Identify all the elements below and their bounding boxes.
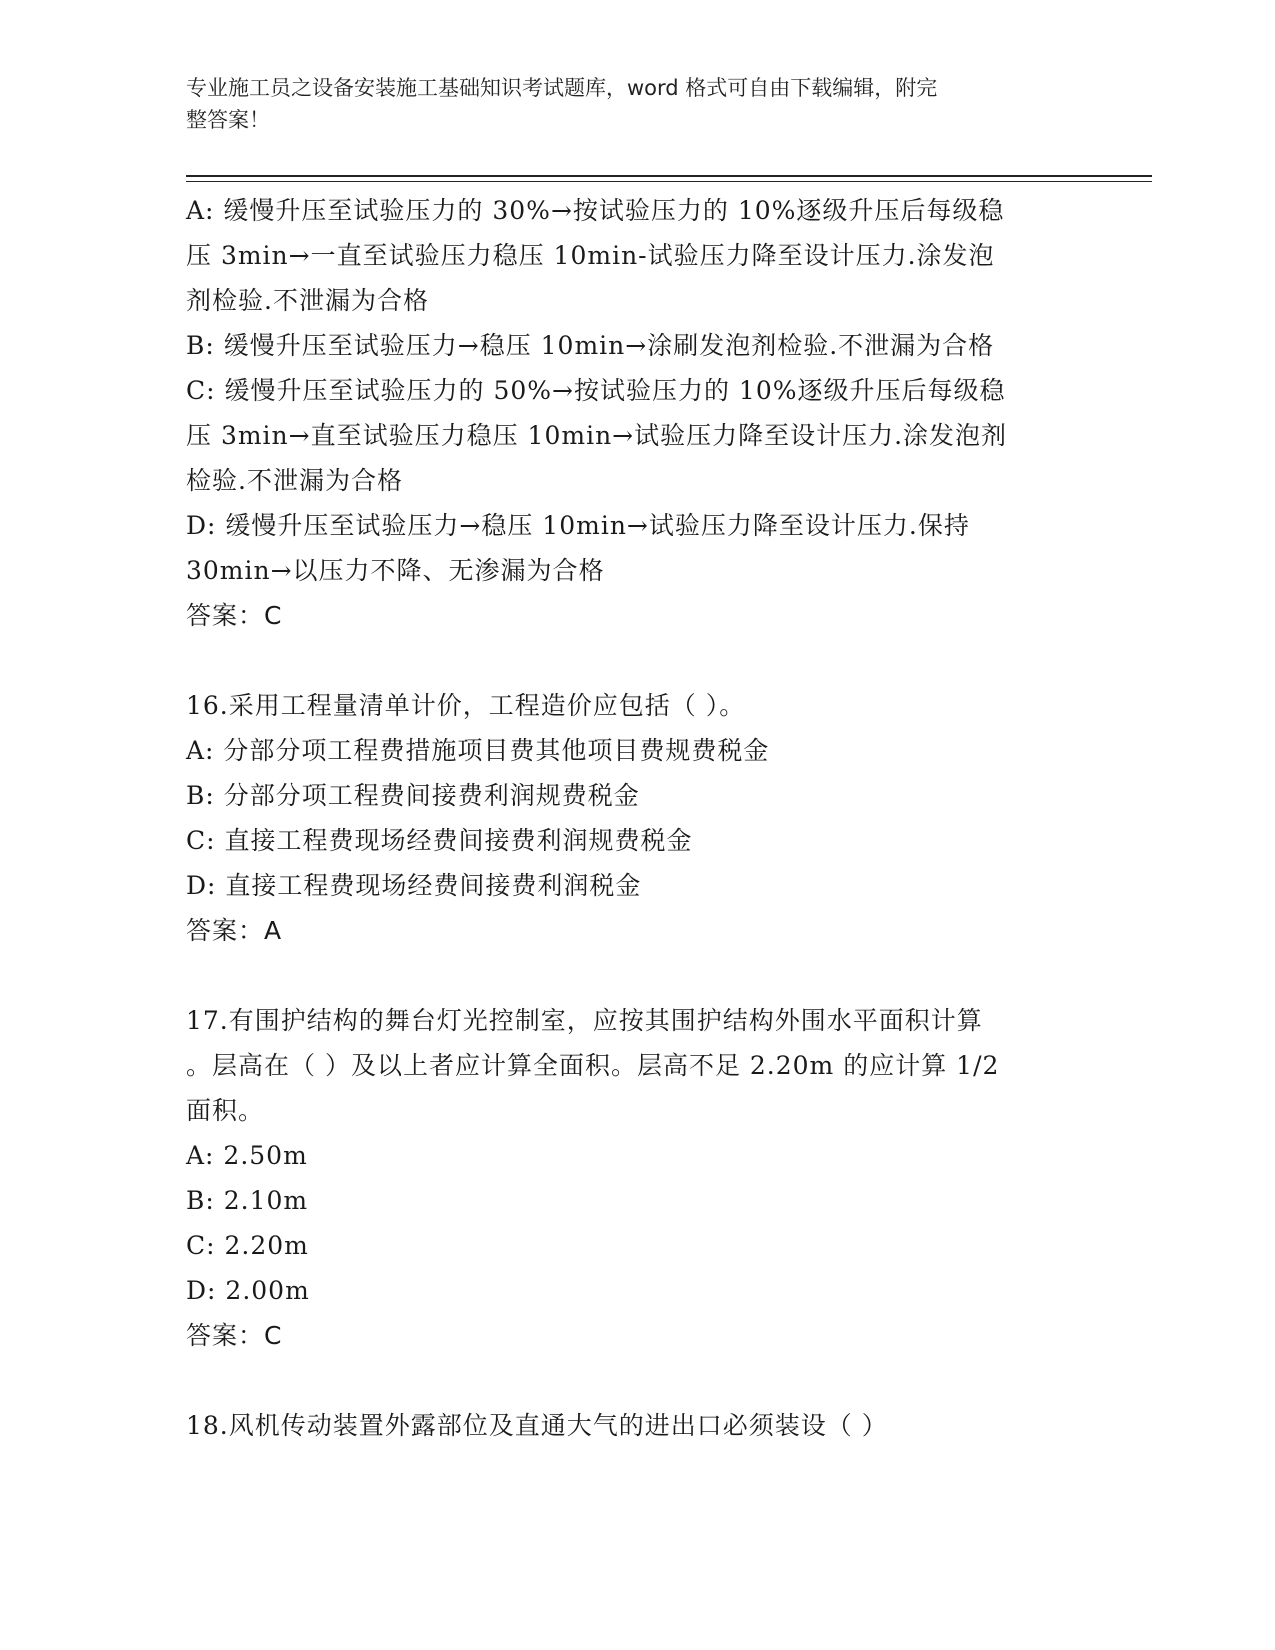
option-b: B: 分部分项工程费间接费利润规费税金 bbox=[186, 781, 640, 810]
spacer bbox=[186, 953, 1076, 998]
header-line-1: 专业施工员之设备安装施工基础知识考试题库，word 格式可自由下载编辑，附完 bbox=[186, 76, 938, 100]
question-15-options bbox=[186, 188, 1076, 638]
option-b: B: 2.10m bbox=[186, 1186, 309, 1215]
question-text: 16.采用工程量清单计价，工程造价应包括（ ）。 bbox=[186, 691, 746, 720]
document-body bbox=[186, 188, 1076, 1448]
header-divider-thick bbox=[186, 175, 1152, 177]
document-header bbox=[186, 72, 1066, 136]
question-text-line-3: 面积。 bbox=[186, 1096, 265, 1125]
option-a: A: 2.50m bbox=[186, 1141, 308, 1170]
option-c-line-1: C: 缓慢升压至试验压力的 50%→按试验压力的 10%逐级升压后每级稳 bbox=[186, 376, 1006, 405]
question-text-line-2: 。层高在（ ）及以上者应计算全面积。层高不足 2.20m 的应计算 1/2 bbox=[186, 1051, 1000, 1080]
option-a-line-3: 剂检验.不泄漏为合格 bbox=[186, 286, 429, 315]
question-18 bbox=[186, 1403, 1076, 1448]
header-line-2: 整答案！ bbox=[186, 108, 270, 132]
spacer bbox=[186, 1358, 1076, 1403]
option-d: D: 直接工程费现场经费间接费利润税金 bbox=[186, 871, 642, 900]
option-c: C: 直接工程费现场经费间接费利润规费税金 bbox=[186, 826, 693, 855]
answer: 答案：C bbox=[186, 1321, 283, 1350]
option-a: A: 分部分项工程费措施项目费其他项目费规费税金 bbox=[186, 736, 770, 765]
option-d-line-1: D: 缓慢升压至试验压力→稳压 10min→试验压力降至设计压力.保持 bbox=[186, 511, 970, 540]
option-a-line-2: 压 3min→一直至试验压力稳压 10min-试验压力降至设计压力.涂发泡 bbox=[186, 241, 995, 270]
question-17 bbox=[186, 998, 1076, 1358]
option-c-line-3: 检验.不泄漏为合格 bbox=[186, 466, 403, 495]
option-c: C: 2.20m bbox=[186, 1231, 309, 1260]
option-b: B: 缓慢升压至试验压力→稳压 10min→涂刷发泡剂检验.不泄漏为合格 bbox=[186, 331, 995, 360]
answer: 答案：C bbox=[186, 601, 283, 630]
answer: 答案：A bbox=[186, 916, 283, 945]
option-a-line-1: A: 缓慢升压至试验压力的 30%→按试验压力的 10%逐级升压后每级稳 bbox=[186, 196, 1005, 225]
spacer bbox=[186, 638, 1076, 683]
option-d: D: 2.00m bbox=[186, 1276, 310, 1305]
option-c-line-2: 压 3min→直至试验压力稳压 10min→试验压力降至设计压力.涂发泡剂 bbox=[186, 421, 1008, 450]
option-d-line-2: 30min→以压力不降、无渗漏为合格 bbox=[186, 556, 605, 585]
question-text-line-1: 17.有围护结构的舞台灯光控制室，应按其围护结构外围水平面积计算 bbox=[186, 1006, 983, 1035]
header-divider-thin bbox=[186, 181, 1152, 182]
question-text: 18.风机传动装置外露部位及直通大气的进出口必须装设（ ） bbox=[186, 1411, 888, 1440]
question-16 bbox=[186, 683, 1076, 953]
